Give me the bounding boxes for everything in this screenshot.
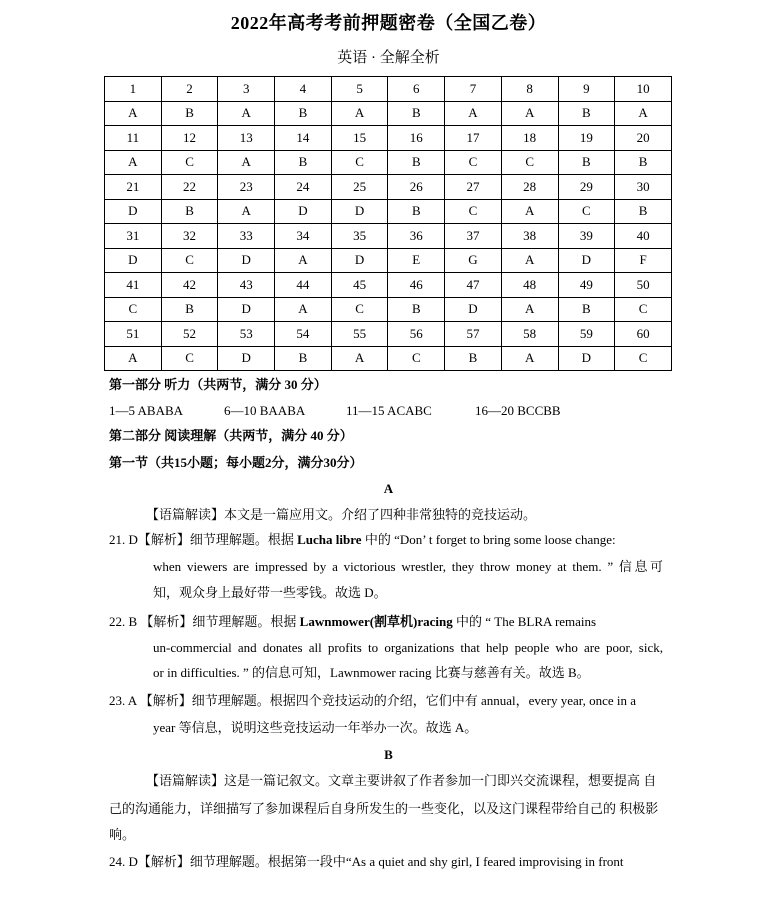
section1-heading: 第一节（共15小题；每小题2分，满分30分） [109, 455, 363, 470]
question-number-cell: 50 [615, 273, 672, 298]
answer-cell: D [558, 346, 615, 371]
question-number-cell: 33 [218, 224, 275, 249]
question-number-cell: 18 [501, 126, 558, 151]
answer-cell: B [445, 346, 502, 371]
question-number-cell: 7 [445, 77, 502, 102]
answer-cell: A [331, 346, 388, 371]
question-number-cell: 49 [558, 273, 615, 298]
question-number-row [105, 77, 672, 102]
question-number-cell: 34 [275, 224, 332, 249]
answer-cell: A [501, 101, 558, 126]
question-number-cell: 57 [445, 322, 502, 347]
answer-cell: D [331, 199, 388, 224]
question-number-row [105, 224, 672, 249]
answer-row [105, 346, 672, 371]
question-number-cell: 5 [331, 77, 388, 102]
answer-cell: D [105, 248, 162, 273]
question-number-cell: 23 [218, 175, 275, 200]
page-title: 2022年高考考前押题密卷（全国乙卷） [230, 13, 547, 33]
question-number-cell: 56 [388, 322, 445, 347]
answer-cell: C [161, 150, 218, 175]
question-number-cell: 8 [501, 77, 558, 102]
question-number-cell: 60 [615, 322, 672, 347]
question-number-cell: 37 [445, 224, 502, 249]
q21-line1: 21. D【解析】细节理解题。根据 Lucha libre 中的 “Don’ t forget to bring some loose change: [109, 532, 616, 547]
answer-cell: B [615, 150, 672, 175]
answer-cell: B [388, 199, 445, 224]
question-number-cell: 25 [331, 175, 388, 200]
answer-cell: B [275, 346, 332, 371]
question-number-cell: 46 [388, 273, 445, 298]
question-number-cell: 36 [388, 224, 445, 249]
answer-cell: C [445, 150, 502, 175]
answer-cell: B [275, 101, 332, 126]
answer-cell: B [558, 150, 615, 175]
question-number-cell: 47 [445, 273, 502, 298]
question-number-cell: 15 [331, 126, 388, 151]
part2-heading: 第二部分 阅读理解（共两节，满分 40 分） [109, 428, 353, 443]
question-number-cell: 13 [218, 126, 275, 151]
q24-line1: 24. D【解析】细节理解题。根据第一段中“As a quiet and shy girl, I feared improvising in front [109, 854, 624, 869]
question-number-cell: 32 [161, 224, 218, 249]
question-number-cell: 28 [501, 175, 558, 200]
answer-cell: D [331, 248, 388, 273]
question-number-cell: 9 [558, 77, 615, 102]
answer-cell: A [331, 101, 388, 126]
question-number-cell: 38 [501, 224, 558, 249]
passage-b-intro-line1: 【语篇解读】这是一篇记叙文。文章主要讲叙了作者参加一门即兴交流课程，想要提高 自 [146, 773, 657, 788]
passage-a-intro: 【语篇解读】本文是一篇应用文。介绍了四种非常独特的竞技运动。 [146, 507, 537, 522]
question-number-cell: 2 [161, 77, 218, 102]
answer-cell: D [558, 248, 615, 273]
answer-cell: D [445, 297, 502, 322]
answer-cell: D [105, 199, 162, 224]
answer-cell: A [218, 101, 275, 126]
question-number-cell: 20 [615, 126, 672, 151]
answer-cell: B [615, 199, 672, 224]
answer-cell: A [501, 346, 558, 371]
answer-cell: A [105, 101, 162, 126]
answer-cell: C [615, 297, 672, 322]
answer-row [105, 150, 672, 175]
question-number-cell: 59 [558, 322, 615, 347]
answer-table [104, 76, 672, 371]
question-number-cell: 14 [275, 126, 332, 151]
question-number-cell: 17 [445, 126, 502, 151]
question-number-cell: 30 [615, 175, 672, 200]
listening-answers-2: 6—10 BAABA [224, 403, 306, 418]
answer-cell: G [445, 248, 502, 273]
question-number-row [105, 175, 672, 200]
answer-cell: B [388, 297, 445, 322]
answer-row [105, 248, 672, 273]
question-number-cell: 51 [105, 322, 162, 347]
answer-cell: D [218, 297, 275, 322]
page-subtitle: 英语 · 全解全析 [337, 50, 440, 66]
answer-cell: C [388, 346, 445, 371]
question-number-cell: 54 [275, 322, 332, 347]
question-number-cell: 55 [331, 322, 388, 347]
answer-cell: C [501, 150, 558, 175]
question-number-cell: 31 [105, 224, 162, 249]
question-number-cell: 26 [388, 175, 445, 200]
question-number-cell: 41 [105, 273, 162, 298]
answer-cell: D [218, 248, 275, 273]
answer-cell: A [218, 150, 275, 175]
question-number-cell: 42 [161, 273, 218, 298]
question-number-cell: 19 [558, 126, 615, 151]
question-number-cell: 27 [445, 175, 502, 200]
question-number-cell: 3 [218, 77, 275, 102]
question-number-cell: 22 [161, 175, 218, 200]
q21-line3: 知，观众身上最好带一些零钱。故选 D。 [153, 585, 387, 600]
answer-cell: A [501, 199, 558, 224]
question-number-cell: 58 [501, 322, 558, 347]
question-number-cell: 11 [105, 126, 162, 151]
answer-cell: A [218, 199, 275, 224]
question-number-cell: 16 [388, 126, 445, 151]
answer-cell: C [615, 346, 672, 371]
answer-cell: C [331, 150, 388, 175]
passage-a-label: A [383, 481, 394, 496]
answer-cell: C [161, 248, 218, 273]
answer-cell: B [558, 297, 615, 322]
answer-cell: B [275, 150, 332, 175]
answer-cell: F [615, 248, 672, 273]
question-number-cell: 53 [218, 322, 275, 347]
answer-cell: E [388, 248, 445, 273]
question-number-row [105, 273, 672, 298]
passage-b-label: B [384, 747, 393, 762]
question-number-row [105, 126, 672, 151]
answer-cell: A [445, 101, 502, 126]
question-number-cell: 1 [105, 77, 162, 102]
answer-cell: A [275, 297, 332, 322]
answer-cell: B [161, 101, 218, 126]
answer-cell: A [105, 150, 162, 175]
q23-line2: year 等信息，说明这些竞技运动一年举办一次。故选 A。 [153, 720, 478, 735]
answer-cell: A [275, 248, 332, 273]
answer-cell: D [275, 199, 332, 224]
question-number-cell: 39 [558, 224, 615, 249]
q21-line2: when viewers are impressed by a victorious wrestler, they throw money at them. ” 信息可 [153, 559, 663, 574]
question-number-cell: 24 [275, 175, 332, 200]
question-number-cell: 40 [615, 224, 672, 249]
answer-cell: B [388, 101, 445, 126]
answer-cell: A [615, 101, 672, 126]
answer-cell: B [558, 101, 615, 126]
q22-line2: un-commercial and donates all profits to organizations that help people who are poor, sick, [153, 640, 663, 655]
listening-answers-4: 16—20 BCCBB [475, 403, 561, 418]
question-number-row [105, 322, 672, 347]
answer-cell: A [501, 297, 558, 322]
question-number-cell: 21 [105, 175, 162, 200]
listening-answers-1: 1—5 ABABA [109, 403, 184, 418]
question-number-cell: 10 [615, 77, 672, 102]
answer-cell: C [161, 346, 218, 371]
answer-cell: C [105, 297, 162, 322]
q22-line1: 22. B 【解析】细节理解题。根据 Lawnmower(割草机)racing 中的 “ The BLRA remains [109, 614, 597, 629]
question-number-cell: 4 [275, 77, 332, 102]
answer-row [105, 297, 672, 322]
answer-cell: C [331, 297, 388, 322]
passage-b-intro-line2: 己的沟通能力，详细描写了参加课程后自身所发生的一些变化，以及这门课程带给自己的 积极影 [109, 801, 659, 816]
answer-cell: A [105, 346, 162, 371]
answer-cell: A [501, 248, 558, 273]
q23-line1: 23. A 【解析】细节理解题。根据四个竞技运动的介绍，它们中有 annual，every year, once in a [109, 693, 636, 708]
question-number-cell: 12 [161, 126, 218, 151]
part1-heading: 第一部分 听力（共两节，满分 30 分） [109, 377, 327, 392]
question-number-cell: 6 [388, 77, 445, 102]
answer-cell: C [445, 199, 502, 224]
q22-line3: or in difficulties. ” 的信息可知，Lawnmower racing 比赛与慈善有关。故选 B。 [153, 665, 590, 680]
question-number-cell: 44 [275, 273, 332, 298]
answer-row [105, 199, 672, 224]
listening-answers-3: 11—15 ACABC [346, 403, 432, 418]
question-number-cell: 35 [331, 224, 388, 249]
answer-cell: B [161, 199, 218, 224]
question-number-cell: 43 [218, 273, 275, 298]
answer-cell: C [558, 199, 615, 224]
question-number-cell: 45 [331, 273, 388, 298]
question-number-cell: 48 [501, 273, 558, 298]
question-number-cell: 52 [161, 322, 218, 347]
answer-row [105, 101, 672, 126]
answer-cell: B [388, 150, 445, 175]
question-number-cell: 29 [558, 175, 615, 200]
passage-b-intro-line3: 响。 [109, 827, 136, 842]
answer-cell: D [218, 346, 275, 371]
answer-cell: B [161, 297, 218, 322]
